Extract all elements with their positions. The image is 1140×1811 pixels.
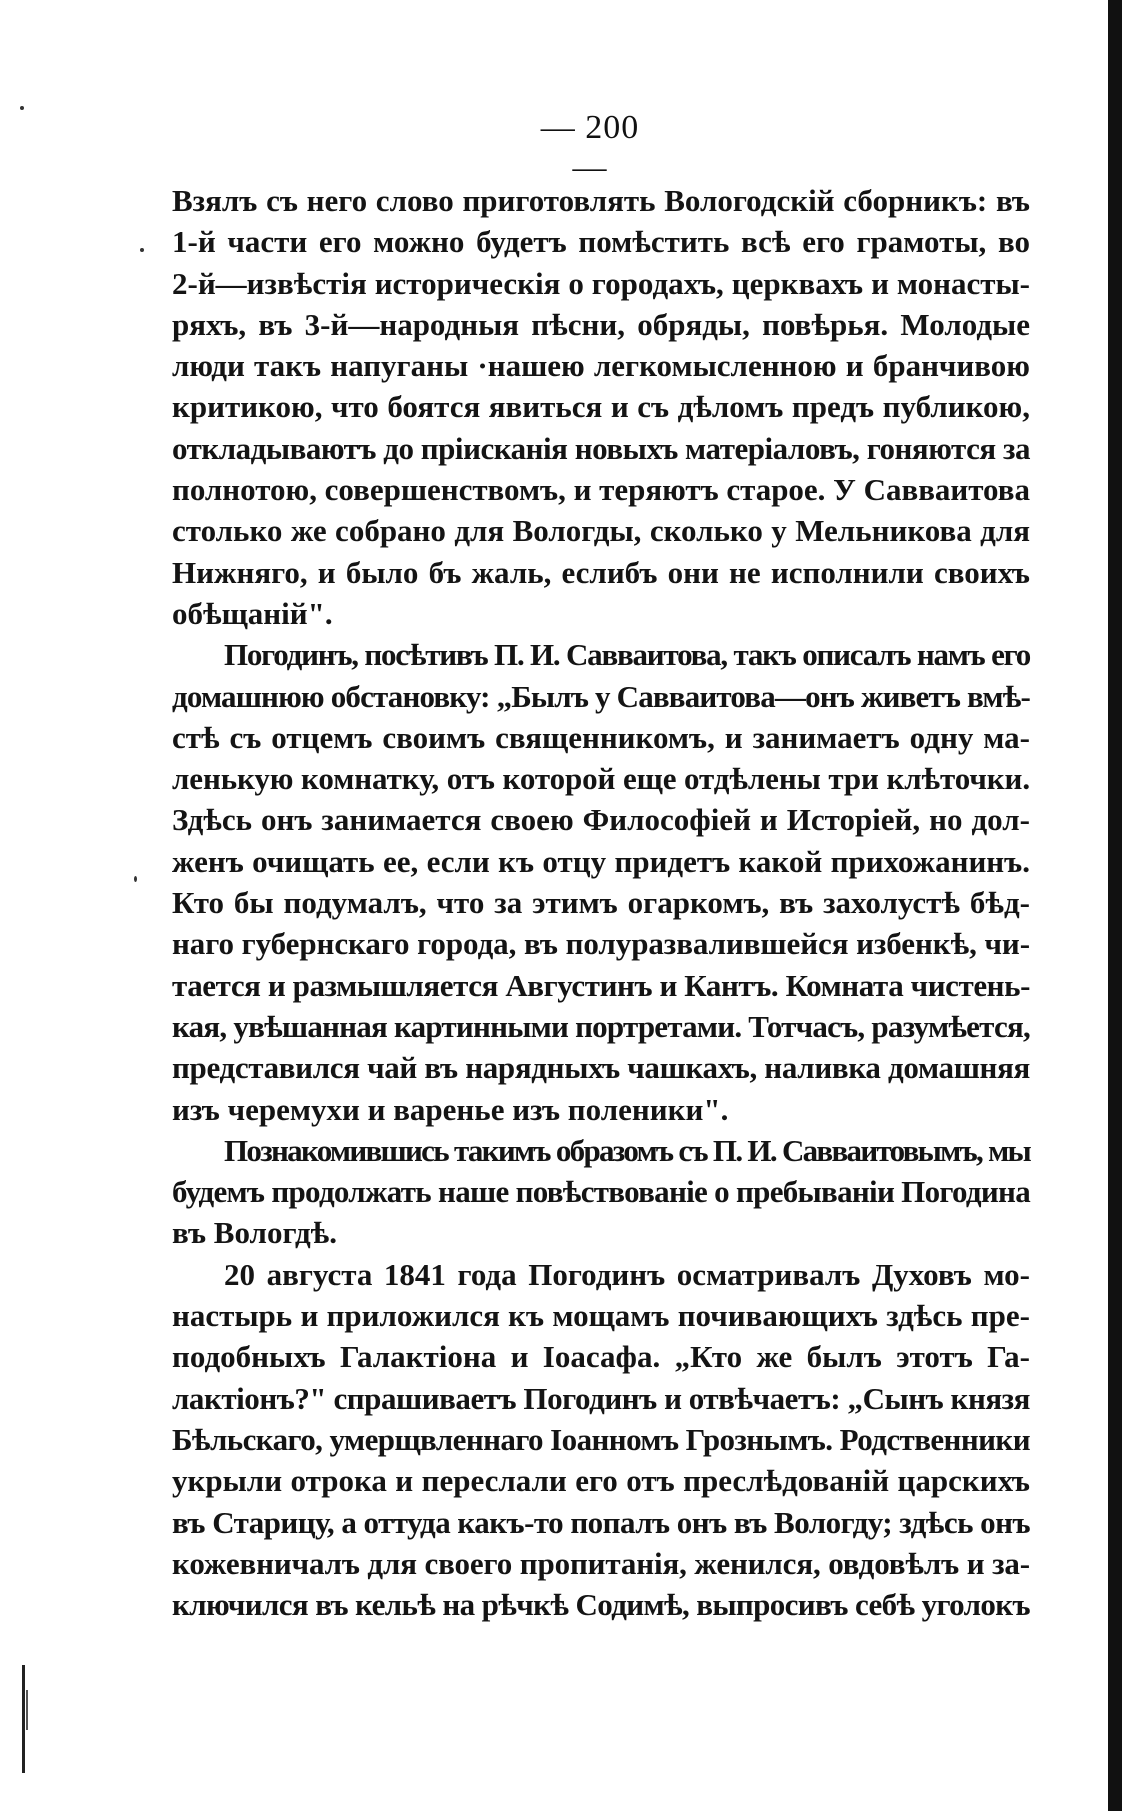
text-line: въ Вологдѣ. xyxy=(172,1215,338,1251)
text-line: 2-й—извѣстія историческія о городахъ, церквахъ и монасты- xyxy=(172,265,1030,301)
text-line: женъ очищать ее, если къ отцу придетъ какой прихожанинъ. xyxy=(172,843,1030,879)
scan-left-mark xyxy=(22,1665,25,1773)
text-line: откладываютъ до пріисканія новыхъ матеріаловъ, гоняются за xyxy=(172,430,1030,466)
text-line: Нижняго, и было бъ жаль, еслибъ они не исполнили своихъ xyxy=(172,554,1030,590)
text-line: ленькую комнатку, отъ которой еще отдѣлены три клѣточки. xyxy=(172,761,1030,797)
scan-speck xyxy=(20,106,24,110)
scan-speck xyxy=(134,876,137,882)
scan-speck xyxy=(140,248,144,252)
text-line: ключился въ кельѣ на рѣчкѣ Содимѣ, выпросивъ себѣ уголокъ xyxy=(172,1587,1030,1623)
text-line: Взялъ съ него слово приготовлять Вологодскій сборникъ: въ xyxy=(172,183,1030,218)
text-line: подобныхъ Галактіона и Іоасафа. „Кто же былъ этотъ Га- xyxy=(172,1339,1030,1375)
text-line: полнотою, совершенствомъ, и теряютъ старое. У Савваитова xyxy=(172,472,1030,508)
text-line: тается и размышляется Августинъ и Кантъ. Комната чистень- xyxy=(172,967,1030,1003)
scan-right-border xyxy=(1108,0,1122,1811)
text-line: Кто бы подумалъ, что за этимъ огаркомъ, въ захолустѣ бѣд- xyxy=(172,885,1030,921)
text-line: критикою, что боятся явиться и съ дѣломъ предъ публикою, xyxy=(172,389,1030,425)
paragraph xyxy=(172,1130,1030,1254)
text-line: стѣ съ отцемъ своимъ священникомъ, и занимаетъ одну ма- xyxy=(172,719,1030,755)
text-line: Здѣсь онъ занимается своею Философіей и Исторіей, но дол- xyxy=(172,802,1030,838)
text-line: кая, увѣшанная картинными портретами. Тотчасъ, разумѣется, xyxy=(172,1008,1030,1044)
text-line: люди такъ напуганы ·нашею легкомысленною и бранчивою xyxy=(172,348,1030,384)
body-text xyxy=(172,180,1030,1625)
paragraph xyxy=(172,180,1030,634)
text-line: кожевничалъ для своего пропитанія, женился, овдовѣлъ и за- xyxy=(172,1545,1030,1581)
text-line: 20 августа 1841 года Погодинъ осматривалъ Духовъ мо- xyxy=(224,1256,1030,1292)
text-line: наго губернскаго города, въ полуразвалившейся избенкѣ, чи- xyxy=(172,926,1030,962)
paragraph xyxy=(172,1254,1030,1626)
text-line: обѣщаній". xyxy=(172,595,333,631)
text-line: представился чай въ нарядныхъ чашкахъ, наливка домашняя xyxy=(172,1050,1030,1086)
text-line: домашнюю обстановку: „Былъ у Савваитова—онъ живетъ вмѣ- xyxy=(172,678,1030,714)
text-line: 1-й части его можно будетъ помѣстить всѣ его грамоты, во xyxy=(172,224,1030,260)
text-line: Погодинъ, посѣтивъ П. И. Савваитова, такъ описалъ намъ его xyxy=(224,637,1030,673)
text-line: Познакомившись такимъ образомъ съ П. И. Савваитовымъ, мы xyxy=(224,1132,1030,1168)
text-line: изъ черемухи и варенье изъ поленики". xyxy=(172,1091,729,1127)
text-line: Бѣльскаго, умерщвленнаго Іоанномъ Грознымъ. Родственники xyxy=(172,1421,1030,1457)
paragraph xyxy=(172,634,1030,1130)
text-line: будемъ продолжать наше повѣствованіе о пребываніи Погодина xyxy=(172,1174,1030,1210)
text-line: укрыли отрока и переслали его отъ преслѣдованій царскихъ xyxy=(172,1463,1030,1499)
text-line: въ Старицу, а оттуда какъ-то попалъ онъ въ Вологду; здѣсь онъ xyxy=(172,1504,1030,1540)
text-line: ряхъ, въ 3-й—народныя пѣсни, обряды, повѣрья. Молодые xyxy=(172,306,1030,342)
scan-left-mark-secondary xyxy=(26,1690,28,1730)
text-line: лактіонъ?" спрашиваетъ Погодинъ и отвѣчаетъ: „Сынъ князя xyxy=(172,1380,1030,1416)
text-line: столько же собрано для Вологды, сколько у Мельникова для xyxy=(172,513,1030,549)
page-number: — 200 — xyxy=(540,109,640,186)
text-line: настырь и приложился къ мощамъ почивающихъ здѣсь пре- xyxy=(172,1298,1030,1334)
